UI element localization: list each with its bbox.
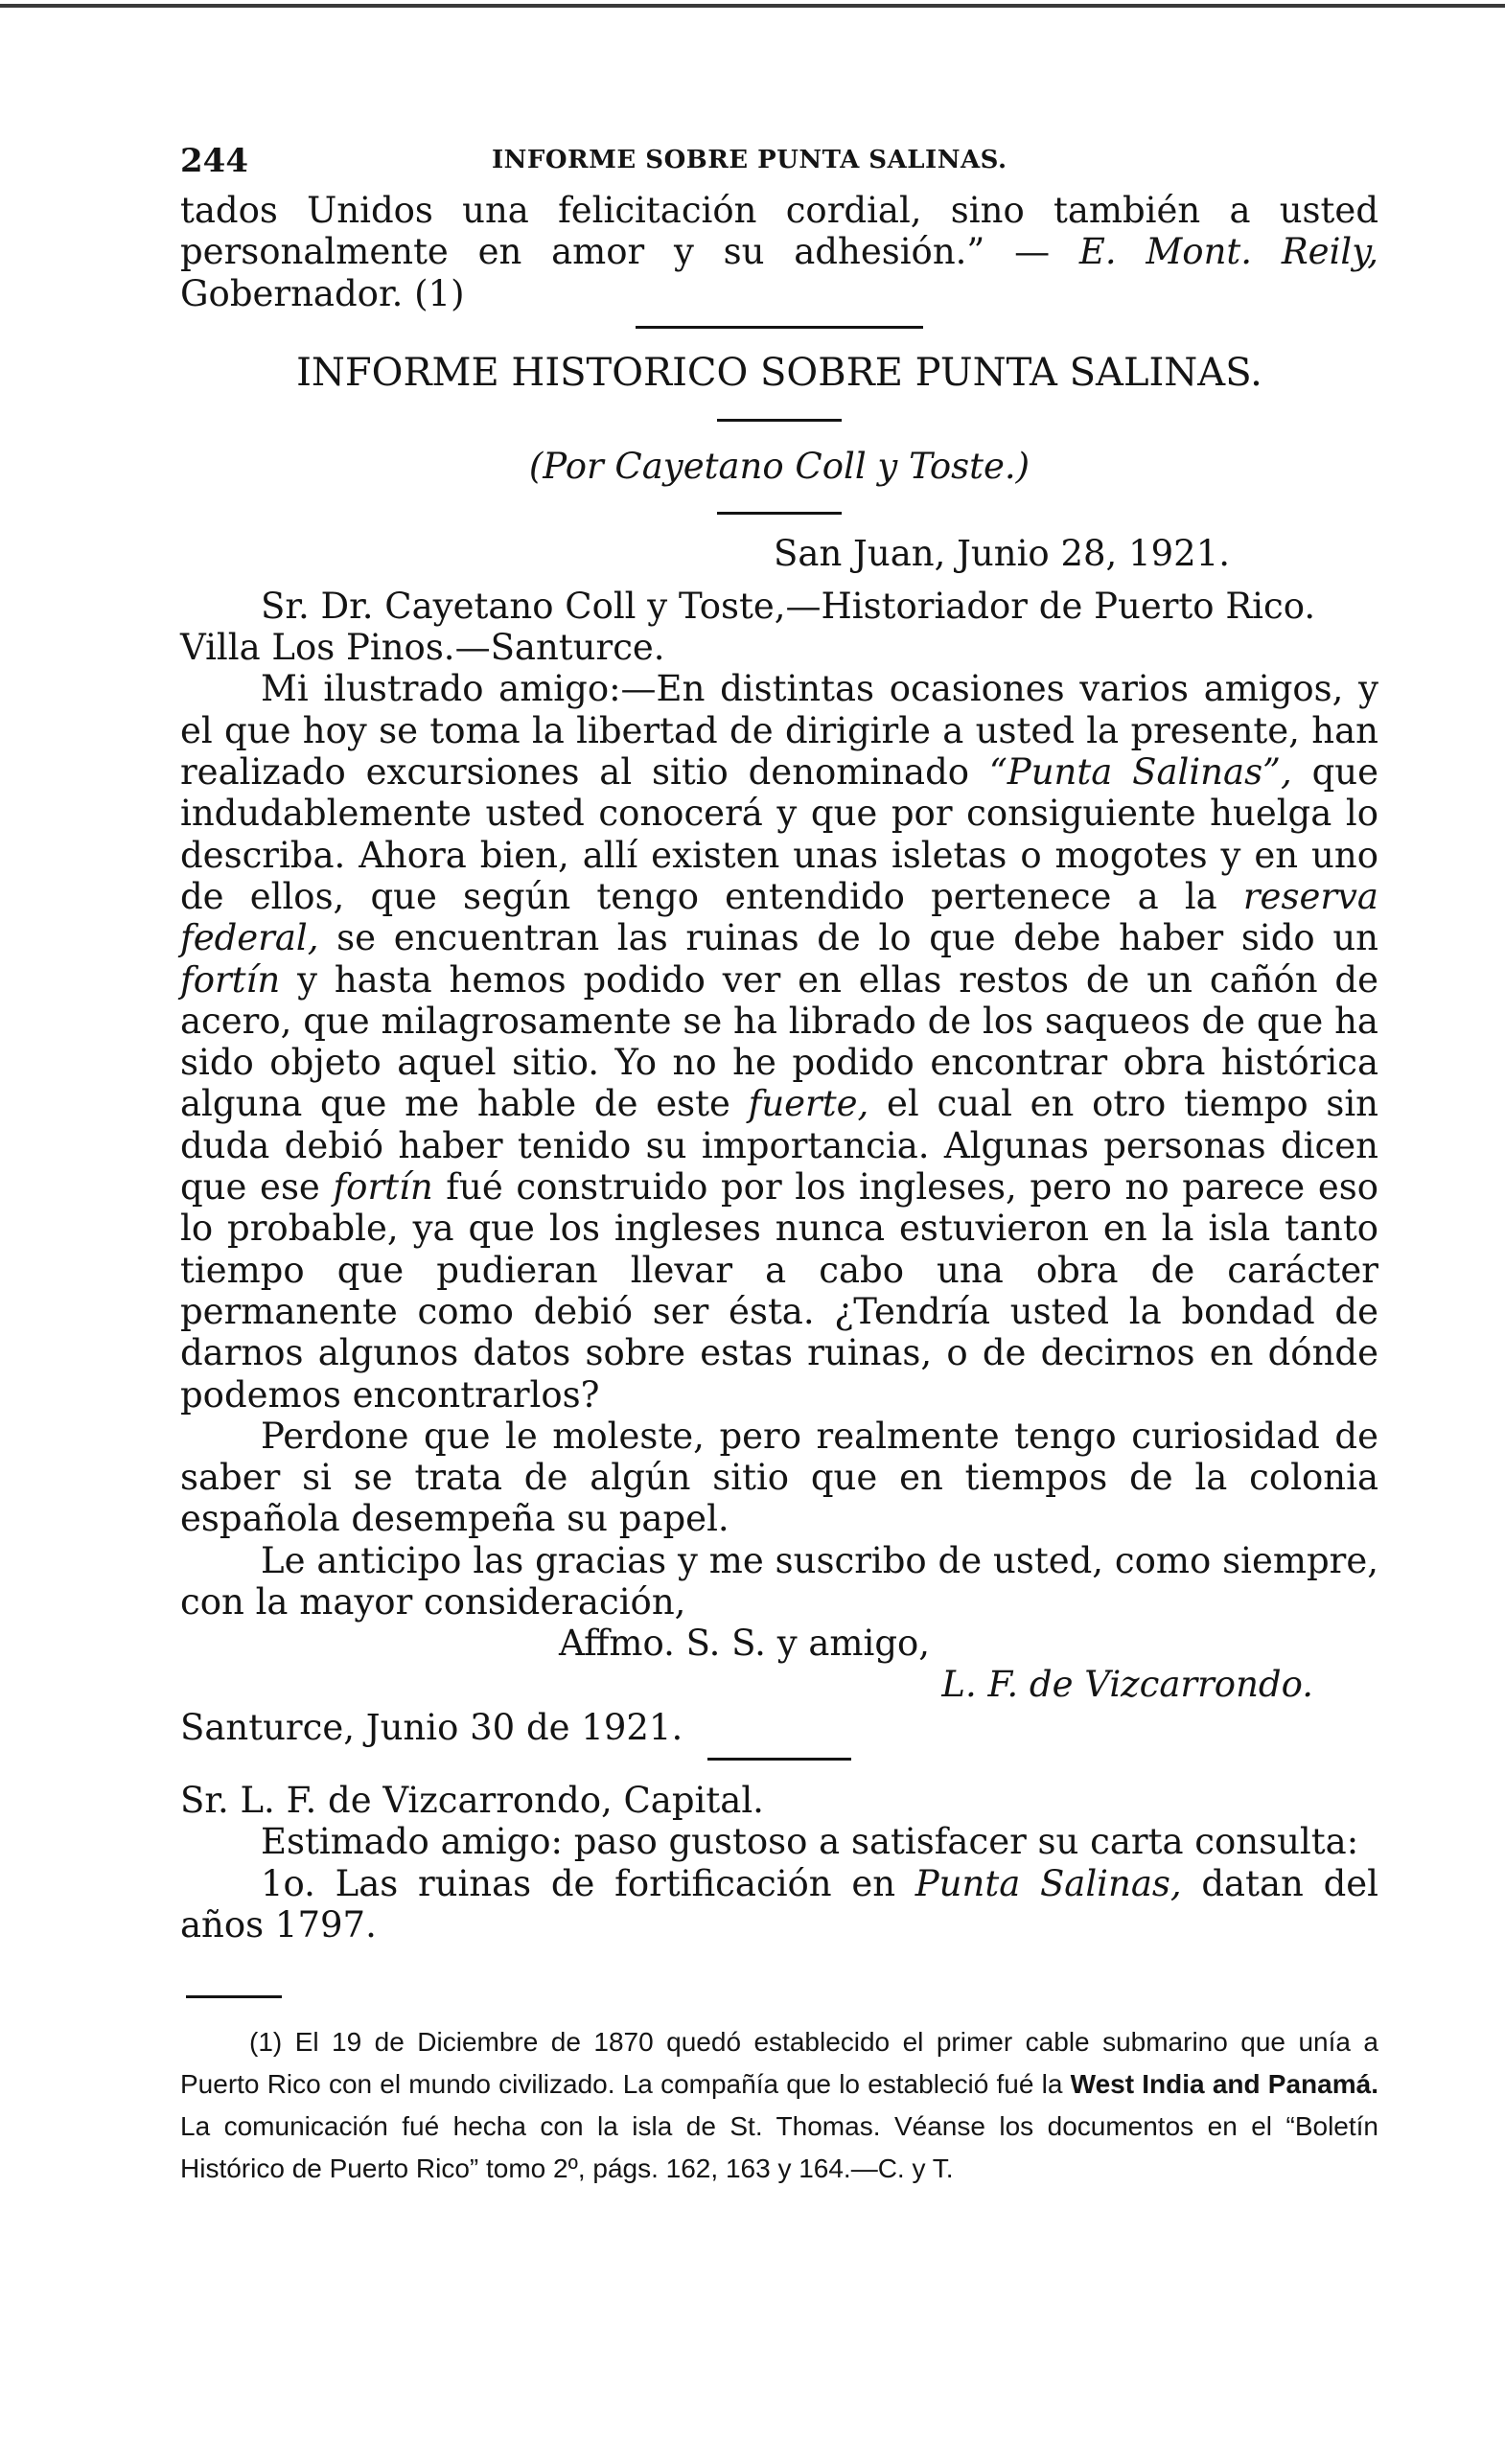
footnote-text xyxy=(180,2021,1378,2190)
letter1-text: fué construido por los ingleses, pero no parece eso lo probable, ya que los ingleses nunca estuvieron en la isla tanto tiempo que pudieran llevar a cabo una obra de carácter permanente como debió ser ésta. ¿Tendría usted la bondad de darnos algunos datos sobre estas ruinas, o de decirnos en dónde podemos encontrarlos? xyxy=(180,1166,1379,1416)
letter1-paragraph-3: Le anticipo las gracias y me suscribo de usted, como siempre, con la mayor consideración, xyxy=(180,1539,1378,1623)
article-title: INFORME HISTORICO SOBRE PUNTA SALINAS. xyxy=(296,350,1262,395)
letter1-addressee-line2: Villa Los Pinos.—Santurce. xyxy=(180,627,665,669)
letter1-date: San Juan, Junio 28, 1921. xyxy=(774,532,1230,574)
book-page xyxy=(180,132,1378,2190)
letter1-paragraph-2: Perdone que le moleste, pero realmente tengo curiosidad de saber si se trata de algún sitio que en tiempos de la colonia española desempeña su papel. xyxy=(180,1415,1378,1540)
opening-signer: E. Mont. Reily, xyxy=(1078,231,1378,273)
letter2-paragraph-2 xyxy=(180,1863,1378,1946)
letter2-text-end: datan del años 1797. xyxy=(180,1862,1378,1946)
letter1-signature-text: L. F. de Vizcarrondo. xyxy=(941,1664,1313,1706)
letter1-fortin: fortín xyxy=(180,958,281,1001)
letter1-place: “Punta Salinas”, xyxy=(988,751,1292,794)
top-border-rule xyxy=(0,4,1505,8)
footnote-text-a: (1) El 19 de Diciembre de 1870 quedó establecido el primer cable submarino que unía a Puerto Rico con el mundo civilizado. La compañía que lo estableció fué la xyxy=(180,2027,1378,2100)
letter1-closing: Affmo. S. S. y amigo, xyxy=(559,1623,931,1665)
letter1-paragraph-1 xyxy=(180,668,1378,1415)
letter1-reserve: reserva federal, xyxy=(180,875,1378,959)
letter1-signature xyxy=(180,1664,1378,1705)
letter1-text: y hasta hemos podido ver en ellas restos de un cañón de acero, que milagrosamente se ha librado de los saqueos de que ha sido objeto aquel sitio. Yo no he podido encontrar obra histórica alguna que me hable de este xyxy=(180,958,1378,1125)
letter1-fortin: fortín xyxy=(333,1166,433,1209)
letter1-addressee-line1: Sr. Dr. Cayetano Coll y Toste,—Historiador de Puerto Rico. xyxy=(261,585,1316,627)
letter1-text: el cual en otro tiempo sin duda debió haber tenido su importancia. Algunas personas dicen que ese xyxy=(180,1083,1378,1209)
letter2-paragraph-1: Estimado amigo: paso gustoso a satisfacer su carta consulta: xyxy=(261,1821,1359,1863)
footnote xyxy=(180,2021,1378,2190)
letter2-divider xyxy=(707,1758,851,1761)
running-head xyxy=(180,132,1378,190)
title-divider xyxy=(717,419,842,422)
letter1-addressee xyxy=(180,586,1378,669)
letter2-date: Santurce, Junio 30 de 1921. xyxy=(180,1707,683,1749)
footnote-text-b: La comunicación fué hecha con la isla de St. Thomas. Véanse los documentos en el “Boletín Histórico de Puerto Rico” tomo 2º, págs. 162, 163 y 164.—C. y T. xyxy=(180,2111,1378,2184)
letter2-text: 1o. Las ruinas de fortificación en xyxy=(261,1862,915,1904)
footnote-divider xyxy=(186,1995,282,1998)
opening-text-end: Gobernador. (1) xyxy=(180,272,465,314)
footnote-company: West India and Panamá. xyxy=(1070,2069,1378,2100)
letter2-place: Punta Salinas, xyxy=(915,1862,1182,1904)
letter1-text: que indudablemente usted conocerá y que por consiguiente huelga lo describa. Ahora bien, allí existen unas isletas o mogotes y en uno de ellos, que según tengo entendido pertenece a la xyxy=(180,751,1378,917)
byline-divider xyxy=(717,512,842,515)
opening-paragraph xyxy=(180,190,1378,314)
letter1-text: se encuentran las ruinas de lo que debe haber sido un xyxy=(318,917,1378,959)
article-byline: (Por Cayetano Coll y Toste.) xyxy=(528,445,1030,487)
section-divider xyxy=(636,326,923,329)
letter2-addressee: Sr. L. F. de Vizcarrondo, Capital. xyxy=(180,1780,764,1822)
page-number: 244 xyxy=(180,142,248,180)
letter1-text: Mi ilustrado amigo:—En distintas ocasiones varios amigos, y el que hoy se toma la libertad de dirigirle a usted la presente, han realizado excursiones al sitio denominado xyxy=(180,668,1378,794)
opening-text: tados Unidos una felicitación cordial, sino también a usted personalmente en amor y su adhesión.” — xyxy=(180,190,1378,273)
letter1-fuerte: fuerte, xyxy=(748,1083,869,1125)
running-head-title: INFORME SOBRE PUNTA SALINAS. xyxy=(492,146,1007,174)
